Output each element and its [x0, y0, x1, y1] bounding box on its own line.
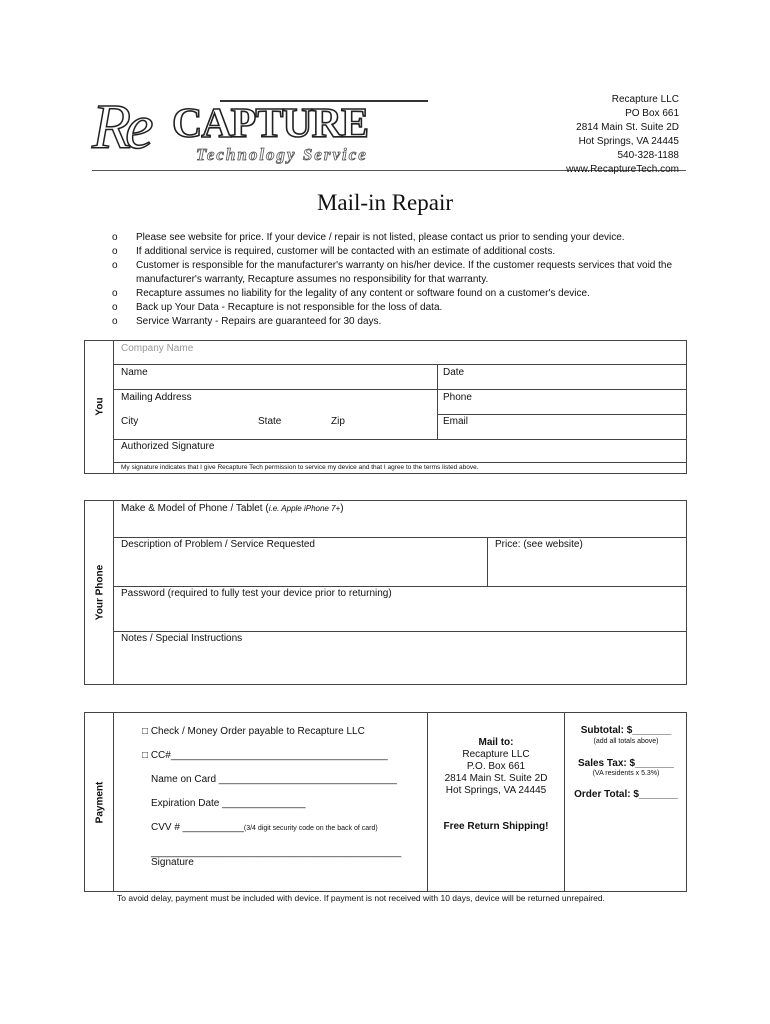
mail-to-block: [428, 737, 564, 797]
customer-section: [84, 340, 687, 474]
device-side-label: Your Phone: [94, 564, 106, 621]
mailing-address-field[interactable]: Mailing Address: [121, 392, 192, 403]
bullet-icon: o: [112, 302, 118, 313]
credit-card-number-field[interactable]: □ CC#_______________________________________: [142, 750, 388, 761]
row-divider: [437, 414, 687, 415]
company-address: [566, 93, 679, 177]
row-divider: [114, 462, 687, 463]
bullet-icon: o: [112, 288, 118, 299]
payment-footer-note: To avoid delay, payment must be included with device. If payment is not received with 10 days, device will be returned unrepaired.: [117, 893, 605, 903]
subtotal-note: (add all totals above): [593, 738, 659, 745]
address-website[interactable]: www.RecaptureTech.com: [566, 164, 679, 175]
problem-description-field[interactable]: Description of Problem / Service Requested: [121, 539, 315, 550]
list-item: o If additional service is required, customer will be contacted with an estimate of additional costs.: [112, 246, 556, 257]
name-field[interactable]: Name: [121, 367, 148, 378]
row-divider: [114, 389, 687, 390]
list-item: o Recapture assumes no liability for the legality of any content or software found on a customer's device.: [112, 288, 590, 299]
terms-list: [112, 231, 692, 329]
order-total-field[interactable]: Order Total: $_______: [574, 789, 678, 800]
bullet-icon: o: [112, 316, 118, 327]
device-section: [84, 500, 687, 685]
customer-side-label: You: [94, 397, 106, 416]
email-field[interactable]: Email: [443, 416, 469, 427]
list-item: o Service Warranty - Repairs are guaranteed for 30 days.: [112, 316, 382, 327]
company-name-field[interactable]: Company Name: [121, 343, 194, 354]
col-divider: [487, 537, 488, 586]
mail-to-line: 2814 Main St. Suite 2D: [444, 773, 548, 784]
sales-tax-field[interactable]: Sales Tax: $_______: [577, 758, 674, 769]
payment-signature-field[interactable]: Signature: [151, 857, 194, 868]
sales-tax-note: (VA residents x 5.3%): [592, 770, 660, 777]
notes-field[interactable]: Notes / Special Instructions: [121, 633, 243, 644]
list-item: o Back up Your Data - Recapture is not responsible for the loss of data.: [112, 302, 443, 313]
price-field[interactable]: Price: (see website): [495, 539, 583, 550]
mail-to-line: P.O. Box 661: [466, 761, 526, 772]
check-option[interactable]: □ Check / Money Order payable to Recapture LLC: [142, 726, 365, 737]
bullet-icon: o: [112, 246, 118, 257]
address-city: Hot Springs, VA 24445: [578, 136, 679, 147]
list-item: o Customer is responsible for the manufacturer's warranty on his/her device. If the customer requests services that void the manufacturer's warranty, Recapture assumes no responsibility for that warranty.: [112, 260, 673, 285]
logo-subtitle: Technology Service: [196, 145, 368, 164]
name-on-card-field[interactable]: Name on Card ________________________________: [151, 774, 397, 785]
page-title: Mail-in Repair: [316, 190, 454, 215]
expiration-date-field[interactable]: Expiration Date _______________: [151, 798, 306, 809]
phone-field[interactable]: Phone: [443, 392, 472, 403]
row-divider: [114, 439, 687, 440]
mail-to-line: Recapture LLC: [462, 749, 530, 760]
row-divider: [114, 364, 687, 365]
make-model-field[interactable]: Make & Model of Phone / Tablet (i.e. Apple iPhone 7+): [121, 503, 344, 514]
row-divider: [114, 586, 687, 587]
bullet-icon: o: [112, 260, 118, 271]
bullet-icon: o: [112, 232, 118, 243]
logo-re: Re: [92, 91, 148, 162]
recapture-logo: [92, 91, 432, 170]
subtotal-field[interactable]: Subtotal: $_______: [580, 725, 672, 736]
row-divider: [114, 631, 687, 632]
signature-line: _____________________________________________: [151, 847, 402, 858]
logo-capture: CAPTURE: [172, 101, 369, 147]
password-field[interactable]: Password (required to fully test your device prior to returning): [121, 588, 392, 599]
signature-note: My signature indicates that I give Recapture Tech permission to service my device and that I agree to the terms listed above.: [121, 464, 479, 471]
cvv-field[interactable]: CVV # ___________(3/4 digit security code on the back of card): [151, 822, 378, 833]
signature-field[interactable]: Authorized Signature: [121, 441, 215, 452]
payment-side-label: Payment: [94, 781, 106, 824]
state-field[interactable]: State: [258, 416, 282, 427]
address-street: 2814 Main St. Suite 2D: [576, 122, 679, 133]
col-divider: [437, 364, 438, 389]
payment-section: [84, 712, 687, 892]
mail-to-label: Mail to:: [478, 737, 514, 748]
city-field[interactable]: City: [121, 416, 139, 427]
free-shipping-note: Free Return Shipping!: [443, 821, 549, 832]
date-field[interactable]: Date: [443, 367, 465, 378]
address-pobox: PO Box 661: [625, 108, 679, 119]
mail-to-line: Hot Springs, VA 24445: [445, 785, 547, 796]
list-item: o Please see website for price. If your device / repair is not listed, please contact us prior to sending your device.: [112, 232, 625, 243]
address-company: Recapture LLC: [611, 94, 679, 105]
row-divider: [114, 537, 687, 538]
zip-field[interactable]: Zip: [331, 416, 345, 427]
address-phone: 540-328-1188: [617, 150, 679, 161]
